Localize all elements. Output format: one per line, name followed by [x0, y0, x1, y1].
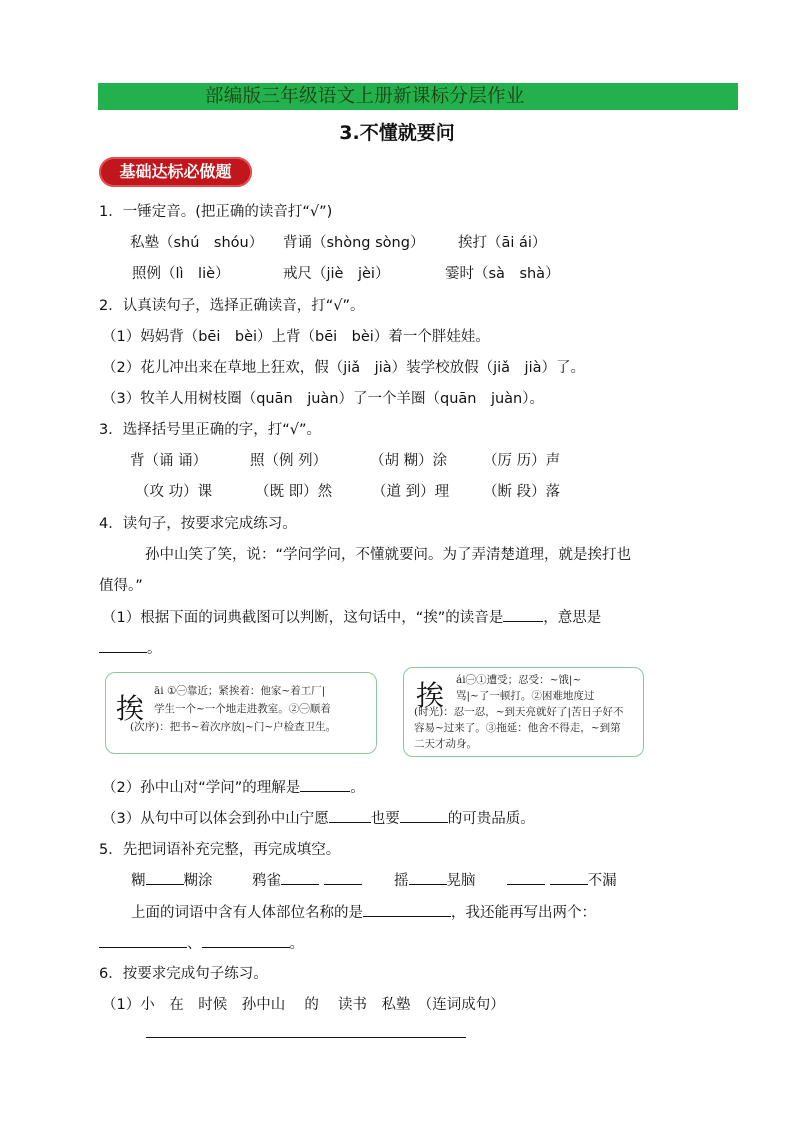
q3-item: 背（诵 诵）	[130, 453, 208, 469]
answer-blank[interactable]	[99, 933, 187, 948]
prompt-text: 。	[147, 641, 162, 657]
q1-item: 戒尺（jiè jèi）	[283, 266, 390, 282]
word-text: 晃脑	[446, 873, 476, 889]
q1-item: 霎时（sà shà）	[445, 266, 560, 282]
answer-blank[interactable]	[329, 808, 371, 823]
q1-heading: 1．一锤定音。(把正确的读音打“√”)	[99, 204, 333, 220]
prompt-text: 的可贵品质。	[447, 811, 535, 827]
prompt-text: ，我还能再写出两个：	[451, 905, 596, 921]
answer-blank[interactable]	[300, 777, 350, 792]
prompt-text: ，意思是	[543, 610, 602, 626]
prompt-text: （3）从句中可以体会到孙中山宁愿	[102, 811, 329, 827]
section-badge: 基础达标必做题	[99, 157, 252, 187]
prompt-text: 、	[187, 936, 202, 952]
prompt-text: 也要	[370, 811, 400, 827]
prompt-text: 上面的词语中含有人体部位名称的是	[131, 905, 363, 921]
answer-blank[interactable]	[363, 902, 451, 917]
answer-blank[interactable]	[507, 870, 545, 885]
dict-line: āi ①㊀靠近；紧挨着：他家~着工厂|	[154, 685, 326, 697]
dict-character: 挨	[416, 679, 445, 712]
dictionary-entry-1	[105, 672, 377, 754]
q5-word-3	[394, 869, 476, 890]
dict-line: ái㊀①遭受；忍受：~饿|~	[456, 674, 582, 686]
q4-quote: 孙中山笑了笑，说：“学问学问，不懂就要问。为了弄清楚道理，就是挨打也	[145, 547, 632, 563]
q1-item: 背诵（shòng sòng）	[283, 235, 425, 251]
q4-quote: 值得。”	[99, 578, 143, 594]
q5-word-2	[252, 869, 362, 890]
answer-blank[interactable]	[202, 933, 290, 948]
q4-heading: 4．读句子，按要求完成练习。	[99, 516, 297, 532]
word-text: 摇	[394, 873, 409, 889]
dict-line: 学生一个~一个地走进教室。②㊀顺着	[154, 703, 331, 715]
q3-item: 照（例 列）	[250, 453, 328, 469]
q5-word-4	[507, 869, 617, 890]
q2-sentence: （2）花儿冲出来在草地上狂欢，假（jiǎ jià）装学校放假（jiǎ jià）了。	[102, 360, 585, 376]
dict-line: 二天才动身。	[414, 738, 477, 750]
prompt-text: 。	[289, 936, 304, 952]
q1-item: 照例（lì liè）	[132, 266, 230, 282]
prompt-text: （2）孙中山对“学问”的理解是	[102, 780, 301, 796]
q4-part3	[102, 807, 535, 828]
q4-part1	[102, 606, 601, 627]
answer-blank[interactable]	[400, 808, 448, 823]
q2-sentence: （3）牧羊人用树枝圈（quān juàn）了一个羊圈（quān juàn）。	[102, 391, 545, 407]
q5-sentence	[131, 901, 596, 922]
answer-blank[interactable]	[503, 607, 543, 622]
q3-item: （既 即）然	[255, 484, 333, 500]
word-text: 糊涂	[183, 873, 213, 889]
dict-line: (时光)：忍一忍，~到天亮就好了|苦日子好不	[414, 706, 624, 718]
q3-item: （断 段）落	[483, 484, 561, 500]
lesson-title: 3.不懂就要问	[339, 122, 455, 144]
q5-sentence-cont	[99, 932, 304, 953]
q2-heading: 2．认真读句子，选择正确读音，打“√”。	[99, 298, 365, 314]
dictionary-entry-2	[403, 667, 644, 757]
q3-item: （厉 历）声	[483, 453, 561, 469]
q5-word-1	[131, 869, 213, 890]
answer-blank[interactable]	[550, 870, 588, 885]
prompt-text: 。	[350, 780, 365, 796]
q1-item: 私塾（shú shóu）	[130, 235, 264, 251]
prompt-text: （1）根据下面的词典截图可以判断，这句话中，“挨”的读音是	[102, 610, 504, 626]
dict-line: (次序)：把书~着次序放|~门~户检查卫生。	[130, 721, 337, 733]
answer-blank[interactable]	[324, 870, 362, 885]
dict-line: 骂|~了一顿打。②困难地度过	[456, 690, 595, 702]
answer-line[interactable]	[146, 1037, 466, 1038]
word-text: 鸦雀	[252, 873, 281, 889]
word-text: 不漏	[587, 873, 617, 889]
dict-character: 挨	[116, 692, 145, 725]
banner-title: 部编版三年级语文上册新课标分层作业	[205, 86, 525, 107]
q3-heading: 3．选择括号里正确的字，打“√”。	[99, 422, 321, 438]
q3-item: （攻 功）课	[135, 484, 213, 500]
q3-item: （道 到）理	[372, 484, 450, 500]
answer-blank[interactable]	[99, 638, 147, 653]
q3-item: （胡 糊）涂	[370, 453, 448, 469]
answer-blank[interactable]	[409, 870, 447, 885]
answer-blank[interactable]	[146, 870, 184, 885]
answer-blank[interactable]	[281, 870, 319, 885]
q5-heading: 5．先把词语补充完整，再完成填空。	[99, 842, 341, 858]
q4-part1-cont	[99, 637, 162, 658]
q4-part2	[102, 776, 365, 797]
q1-item: 挨打（āi ái）	[458, 235, 547, 251]
q6-part1: （1）小 在 时候 孙中山 的 读书 私塾 （连词成句）	[102, 997, 505, 1013]
dict-line: 容易~过来了。③拖延：他舍不得走，~到第	[414, 722, 621, 734]
word-text: 糊	[131, 873, 146, 889]
q2-sentence: （1）妈妈背（bēi bèi）上背（bēi bèi）着一个胖娃娃。	[102, 329, 490, 345]
q6-heading: 6．按要求完成句子练习。	[99, 966, 268, 982]
